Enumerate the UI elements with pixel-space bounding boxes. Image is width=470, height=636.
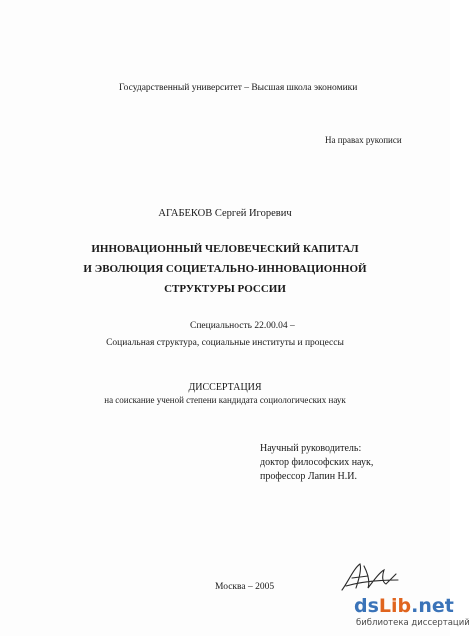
- dissertation-title-line-3: СТРУКТУРЫ РОССИИ: [164, 283, 286, 295]
- author-name: АГАБЕКОВ Сергей Игоревич: [158, 208, 292, 219]
- specialty-code: Специальность 22.00.04 –: [190, 321, 295, 331]
- institution-name: Государственный университет – Высшая школа экономики: [119, 83, 358, 93]
- dissertation-title-line-2: И ЭВОЛЮЦИЯ СОЦИЕТАЛЬНО-ИННОВАЦИОННОЙ: [83, 263, 367, 275]
- dslib-logo: [354, 594, 454, 618]
- work-type: ДИССЕРТАЦИЯ: [188, 382, 262, 393]
- supervisor-name: профессор Лапин Н.И.: [260, 471, 357, 482]
- supervisor-degree: доктор философских наук,: [260, 457, 374, 468]
- watermark-caption: библиотека диссертаций: [356, 618, 470, 628]
- supervisor-label: Научный руководитель:: [260, 443, 362, 454]
- specialty-name: Социальная структура, социальные институты и процессы: [106, 338, 344, 348]
- city-year: Москва – 2005: [215, 582, 275, 592]
- handwritten-signature: [338, 560, 400, 594]
- logo-part-lib: Lib: [378, 595, 412, 617]
- rights-note: На правах рукописи: [325, 135, 402, 145]
- degree-line: на соискание ученой степени кандидата социологических наук: [104, 395, 346, 405]
- dissertation-title-line-1: ИННОВАЦИОННЫЙ ЧЕЛОВЕЧЕСКИЙ КАПИТАЛ: [91, 243, 359, 255]
- logo-part-ds: ds: [354, 595, 379, 617]
- dslib-watermark: [354, 594, 470, 636]
- logo-part-net: .net: [411, 595, 454, 617]
